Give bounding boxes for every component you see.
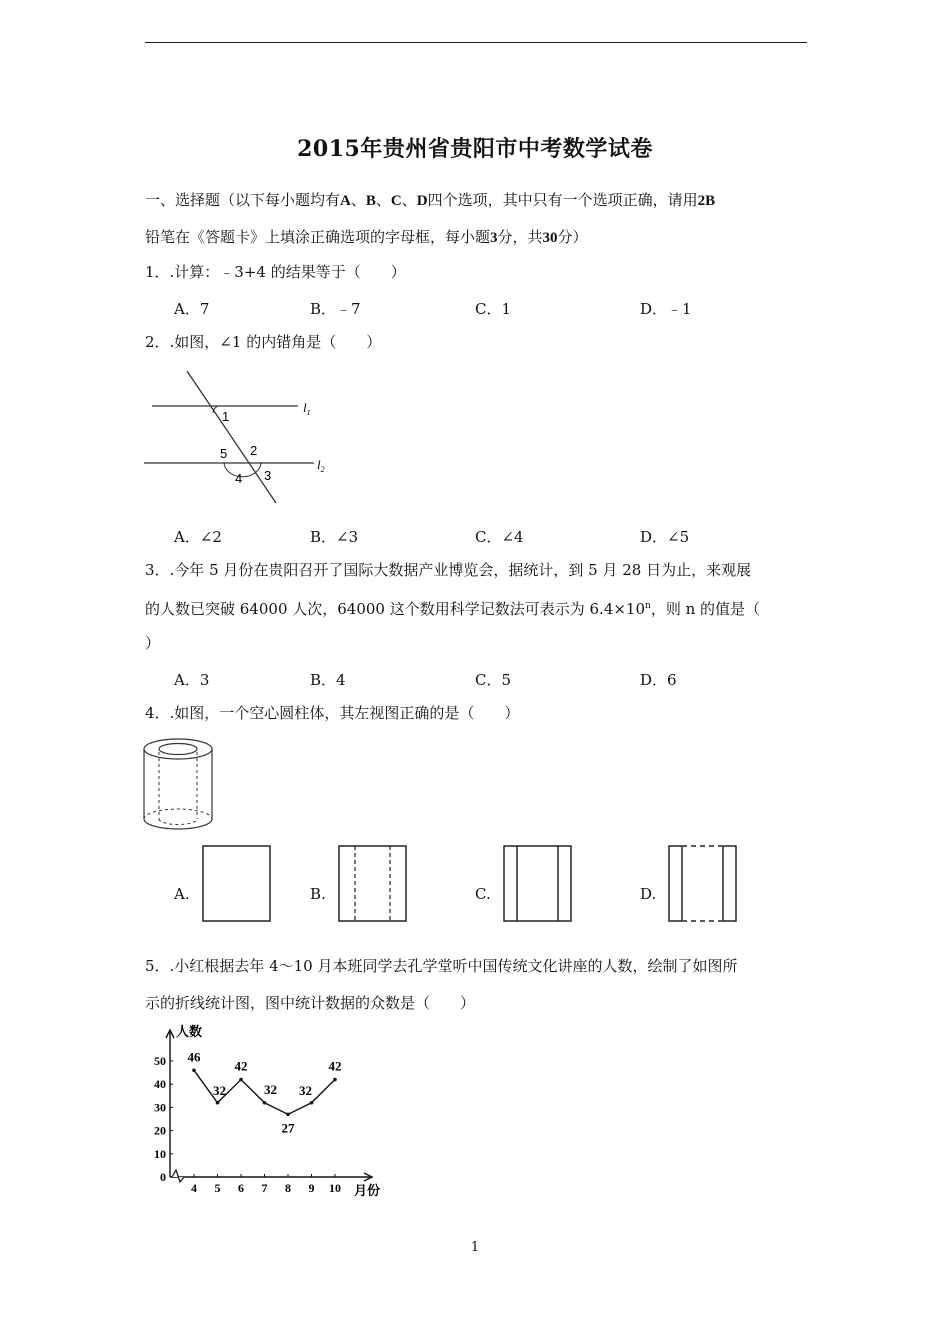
page-number: 1: [470, 1240, 480, 1255]
option-c-label[interactable]: C.: [475, 885, 491, 903]
chart-ticks: [154, 1054, 341, 1195]
data-point: [310, 1101, 314, 1105]
line-label-l1: $l_1$: [303, 400, 311, 417]
angle-label-1: 1: [222, 409, 230, 424]
bold-letter: C: [390, 193, 402, 209]
bold-number: 30: [542, 230, 558, 246]
data-point: [192, 1068, 196, 1072]
x-tick-label: 8: [285, 1181, 291, 1195]
question-2-options: [0, 526, 950, 546]
option-d-label[interactable]: D.: [640, 885, 657, 903]
cylinder-bottom-back: [144, 809, 212, 819]
line-label-l2: $l_2$: [317, 457, 325, 474]
data-label: 27: [281, 1120, 295, 1136]
data-label: 32: [213, 1082, 226, 1098]
chart-labels: [176, 1024, 380, 1198]
option-d[interactable]: D．﹣1: [640, 300, 692, 318]
section-text: 分）: [557, 228, 588, 246]
section-text: 四个选项，其中只有一个选项正确，请用: [427, 191, 698, 209]
bold-letter: A: [340, 193, 351, 209]
y-tick-label: 30: [154, 1100, 166, 1115]
axis-break-mark: [172, 1170, 184, 1182]
exam-title: 2015年贵州省贵阳市中考数学试卷: [297, 136, 653, 162]
question-2: 2．.如图，∠1 的内错角是（ ）: [145, 333, 382, 351]
y-tick-label: 10: [154, 1146, 166, 1161]
option-c[interactable]: C．5: [475, 671, 512, 689]
cylinder-top-outer: [144, 739, 212, 759]
option-b[interactable]: B．4: [310, 671, 346, 689]
data-point: [239, 1078, 243, 1082]
exponent: n: [645, 601, 651, 611]
section-instructions-line2: [145, 227, 588, 248]
question-4: 4．.如图，一个空心圆柱体，其左视图正确的是（ ）: [145, 704, 520, 722]
question-3-options: [0, 669, 950, 689]
hollow-cylinder-figure: [140, 735, 220, 835]
y-tick-label: 0: [160, 1170, 166, 1184]
cylinder-top-inner: [159, 744, 197, 755]
view-outline: [504, 846, 571, 921]
option-a-label[interactable]: A.: [174, 885, 190, 903]
x-tick-label: 6: [238, 1181, 244, 1195]
option-b[interactable]: B．﹣7: [310, 300, 361, 318]
option-a[interactable]: A．3: [174, 671, 210, 689]
section-text: 、: [401, 191, 417, 209]
x-tick-label: 7: [261, 1181, 268, 1195]
header-rule: [145, 42, 807, 43]
option-d[interactable]: D．6: [640, 671, 677, 689]
hole-bottom: [159, 819, 197, 825]
question-1: 1．.计算：﹣3+4 的结果等于（ ）: [145, 263, 406, 281]
section-text: 、: [350, 191, 366, 209]
data-label: 32: [299, 1082, 312, 1098]
option-c[interactable]: C．1: [475, 300, 512, 318]
question-3-text: ，则 n 的值是（: [650, 600, 761, 618]
x-tick-label: 4: [191, 1181, 197, 1195]
y-tick-label: 20: [154, 1123, 166, 1138]
x-tick-label: 9: [308, 1181, 315, 1195]
option-d-view[interactable]: [668, 845, 738, 923]
x-tick-label: 10: [329, 1181, 341, 1195]
option-a[interactable]: A．7: [174, 300, 210, 318]
data-point: [286, 1113, 290, 1117]
angle-label-2: 2: [250, 443, 258, 458]
bold-letter: 2B: [697, 193, 716, 209]
question-3-line3: ）: [145, 634, 161, 652]
data-label: 42: [234, 1058, 248, 1074]
angle-label-4: 4: [235, 471, 243, 486]
question-3-line2: [145, 596, 760, 619]
transversal: [187, 371, 276, 503]
option-b-view[interactable]: [338, 845, 408, 923]
section-instructions-line1: [145, 190, 715, 211]
question-5-line1: 5．.小红根据去年 4～10 月本班同学去孔学堂听中国传统文化讲座的人数，绘制了如图所: [145, 957, 738, 975]
data-point: [216, 1101, 220, 1105]
option-a-view[interactable]: [202, 845, 272, 923]
y-tick-label: 40: [154, 1077, 166, 1092]
option-c-view[interactable]: [503, 845, 573, 923]
question-3-text: 的人数已突破 64000 人次，64000 这个数用科学记数法可表示为 6.4×10: [145, 600, 646, 618]
parallel-lines-figure: [140, 365, 340, 510]
option-c[interactable]: C．∠4: [475, 528, 524, 546]
data-point: [333, 1078, 337, 1082]
data-point: [263, 1101, 267, 1105]
angle-arc: [224, 462, 261, 477]
bold-letter: B: [365, 193, 376, 209]
option-d[interactable]: D．∠5: [640, 528, 690, 546]
data-label: 46: [187, 1049, 201, 1065]
section-text: 一、选择题（以下每小题均有: [145, 191, 341, 209]
view-outline: [203, 846, 270, 921]
angle-label-5: 5: [220, 446, 228, 461]
section-text: 铅笔在《答题卡》上填涂正确选项的字母框，每小题: [145, 228, 491, 246]
section-text: 、: [375, 191, 391, 209]
question-3-line1: 3．.今年 5 月份在贵阳召开了国际大数据产业博览会，据统计，到 5 月 28 日为止，来观展: [145, 561, 752, 579]
angle-1-arc: [213, 406, 218, 413]
data-label: 42: [328, 1058, 342, 1074]
x-axis-title: 月份: [354, 1183, 381, 1198]
bold-letter: D: [416, 193, 428, 209]
option-a[interactable]: A．∠2: [174, 528, 222, 546]
option-b-label[interactable]: B.: [310, 885, 326, 903]
y-tick-label: 50: [154, 1054, 166, 1068]
data-label: 32: [264, 1081, 277, 1097]
view-outline-sides: [669, 846, 736, 921]
view-outline: [339, 846, 406, 921]
section-text: 分，共: [497, 228, 543, 246]
bold-number: 3: [490, 230, 498, 246]
question-5-line2: 示的折线统计图，图中统计数据的众数是（ ）: [145, 994, 476, 1012]
line-chart: [138, 1022, 398, 1202]
angle-label-3: 3: [264, 468, 272, 483]
question-1-options: [0, 298, 950, 318]
y-axis-title: 人数: [176, 1024, 203, 1039]
option-b[interactable]: B．∠3: [310, 528, 359, 546]
x-tick-label: 5: [214, 1181, 221, 1195]
